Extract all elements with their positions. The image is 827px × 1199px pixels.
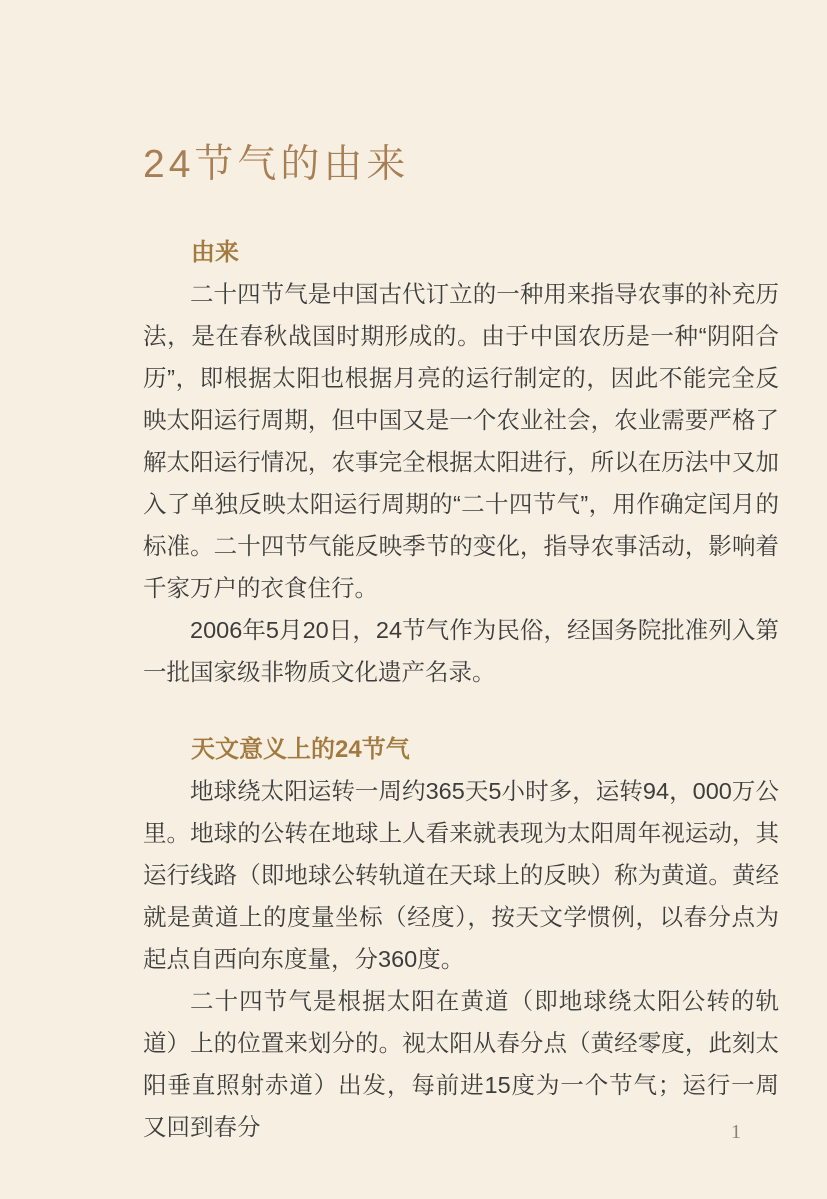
- chapter-title: 24节气的由来: [143, 143, 410, 186]
- section-astronomy: [143, 730, 779, 1148]
- paragraph-astronomy-2: 二十四节气是根据太阳在黄道（即地球绕太阳公转的轨道）上的位置来划分的。视太阳从春分点（黄经零度，此刻太阳垂直照射赤道）出发，每前进15度为一个节气；运行一周又回到春分: [143, 988, 779, 1140]
- paragraph-astronomy-1: 地球绕太阳运转一周约365天5小时多，运转94，000万公里。地球的公转在地球上人看来就表现为太阳周年视运动，其运行线路（即地球公转轨道在天球上的反映）称为黄道。黄经就是黄道上的度量坐标（经度），按天文学惯例，以春分点为起点自西向东度量，分360度。: [143, 778, 779, 972]
- paragraph-origin-2: 2006年5月20日，24节气作为民俗，经国务院批准列入第一批国家级非物质文化遗产名录。: [143, 617, 779, 685]
- page-content: [143, 142, 779, 1148]
- section-heading-astronomy: 天文意义上的24节气: [191, 736, 410, 763]
- page-number: 1: [731, 1121, 741, 1143]
- section-heading-origin: 由来: [191, 239, 239, 266]
- paragraph-origin-1: 二十四节气是中国古代订立的一种用来指导农事的补充历法，是在春秋战国时期形成的。由于中国农历是一种“阴阳合历”，即根据太阳也根据月亮的运行制定的，因此不能完全反映太阳运行周期，但中国又是一个农业社会，农业需要严格了解太阳运行情况，农事完全根据太阳进行，所以在历法中又加入了单独反映太阳运行周期的“二十四节气”，用作确定闰月的标准。二十四节气能反映季节的变化，指导农事活动，影响着千家万户的衣食住行。: [143, 281, 779, 601]
- section-origin: [143, 233, 779, 693]
